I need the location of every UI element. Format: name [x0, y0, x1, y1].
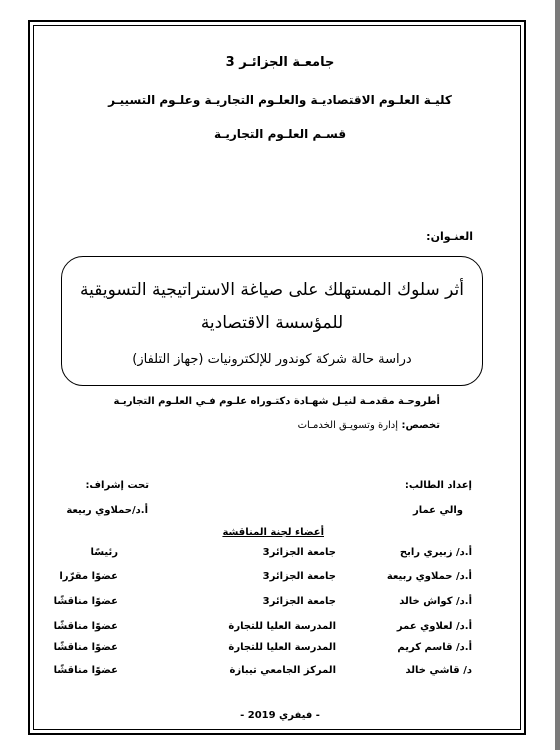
thesis-statement: أطروحـة مقدمـة لنيـل شهـادة دكتـوراه علـوم فـي العلـوم التجاريـة [113, 396, 440, 407]
member-name: أ.د/ كواش خالد [399, 596, 472, 607]
member-institution: المركز الجامعي تيبازة [229, 665, 336, 676]
title-label: العنـوان: [426, 230, 473, 243]
committee-row [0, 665, 560, 681]
supervisor-name: أ.د/حملاوي ربيعة [66, 505, 148, 516]
member-institution: جامعة الجزائر3 [262, 571, 336, 582]
committee-row [0, 621, 560, 637]
member-institution: جامعة الجزائر3 [262, 596, 336, 607]
thesis-title-line2: للمؤسسة الاقتصادية [200, 313, 344, 333]
supervised-by-label: تحت إشراف: [85, 480, 149, 491]
member-institution: جامعة الجزائر3 [262, 547, 336, 558]
student-name: والي عمار [412, 505, 463, 516]
committee-row [0, 571, 560, 587]
committee-row [0, 596, 560, 612]
member-role: عضوًا مناقشًا [53, 665, 118, 676]
university-name: جامعـة الجزائـر 3 [225, 55, 335, 70]
member-role: عضوًا مناقشًا [53, 621, 118, 632]
member-name: أ.د/ حملاوي ربيعة [386, 571, 472, 582]
specialty [298, 420, 440, 431]
committee-row [0, 642, 560, 658]
member-name: أ.د/ قاسم كريم [397, 642, 472, 653]
member-name: د/ قاشي خالد [405, 665, 472, 676]
member-name: أ.د/ لعلاوي عمر [396, 621, 472, 632]
prepared-by-label: إعداد الطالب: [404, 480, 472, 491]
committee-row [0, 547, 560, 563]
department-name: قسـم العلـوم التجاريـة [213, 127, 347, 141]
member-institution: المدرسة العليا للتجارة [228, 621, 336, 632]
thesis-title-line1: أثر سلوك المستهلك على صياغة الاستراتيجية التسويقية [80, 280, 464, 300]
member-role: عضوًا مناقشًا [53, 642, 118, 653]
member-role: عضوًا مناقشًا [53, 596, 118, 607]
case-study: دراسة حالة شركة كوندور للإلكترونيات (جهاز التلفاز) [132, 352, 412, 367]
date: - فيفري 2019 - [240, 710, 320, 721]
faculty-name: كليـة العلـوم الاقتصاديـة والعلـوم التجاريـة وعلـوم التسييـر [108, 93, 452, 107]
member-institution: المدرسة العليا للتجارة [228, 642, 336, 653]
page-edge-shadow [555, 0, 560, 750]
member-role: رئيسًا [90, 547, 118, 558]
member-name: أ.د/ زبيري رابح [399, 547, 472, 558]
member-role: عضوًا مقرّرا [59, 571, 118, 582]
specialty-value: إدارة وتسويـق الخدمـات [297, 420, 399, 431]
committee-heading: أعضاء لجنة المناقشة [222, 527, 324, 538]
specialty-label: تخصص: [401, 420, 440, 431]
